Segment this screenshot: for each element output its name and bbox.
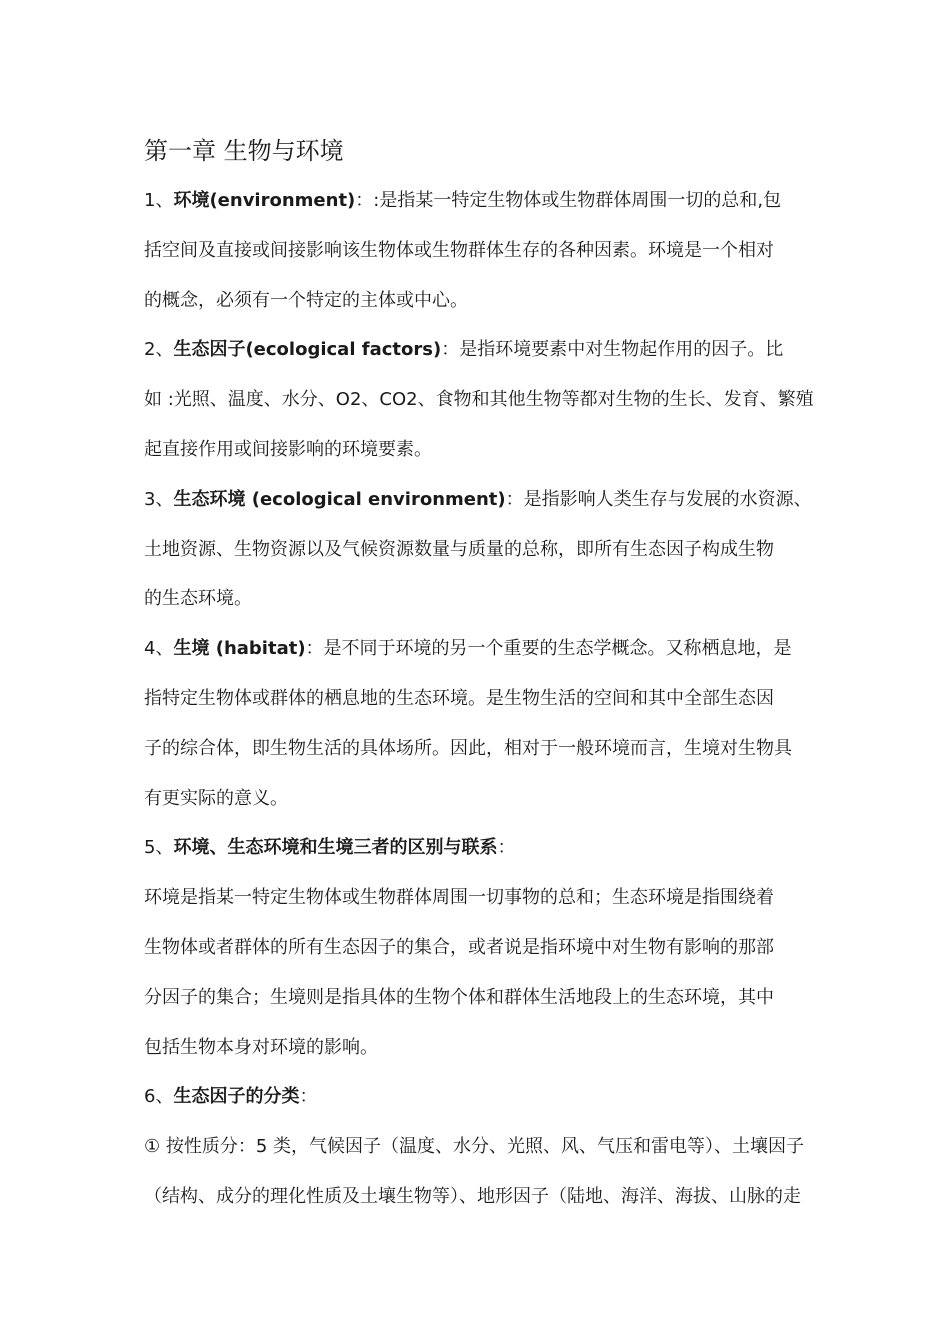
- section-2-term: 生态因子(ecological factors): [173, 339, 442, 361]
- section-1-term: 环境(environment): [173, 190, 356, 211]
- section-2-heading-line: [144, 325, 816, 375]
- section-5-text-line-3: 生物体或者群体的所有生态因子的集合，或者说是指环境中对生物有影响的那部: [144, 936, 774, 958]
- section-2-number: 2、: [144, 339, 174, 361]
- section-1-text-line-2: 括空间及直接或间接影响该生物体或生物群体生存的各种因素。环境是一个相对: [144, 239, 774, 261]
- section-3-text-line-2: 土地资源、生物资源以及气候资源数量与质量的总称，即所有生态因子构成生物: [144, 538, 774, 560]
- section-6-text-line-2: ① 按性质分：5 类，气候因子（温度、水分、光照、风、气压和雷电等）、土壤因子: [144, 1136, 805, 1158]
- section-3-term: 生态环境 (ecological environment): [173, 488, 506, 510]
- section-5-term: 环境、生态环境和生境三者的区别与联系: [173, 837, 498, 859]
- section-6-term: 生态因子的分类: [173, 1086, 300, 1108]
- section-2-text-line-3: 起直接作用或间接影响的环境要素。: [144, 438, 432, 460]
- section-4-number: 4、: [144, 638, 174, 660]
- chapter-title: 第一章 生物与环境: [144, 137, 344, 165]
- section-3-number: 3、: [144, 488, 174, 510]
- section-4-term: 生境 (habitat): [173, 638, 306, 660]
- section-6-number: 6、: [144, 1086, 174, 1108]
- section-4-text-line-1: ：是不同于环境的另一个重要的生态学概念。又称栖息地，是: [305, 638, 792, 660]
- section-5-number: 5、: [144, 837, 174, 859]
- document-content: [144, 126, 816, 1222]
- section-5-text-line-5: 包括生物本身对环境的影响。: [144, 1036, 378, 1058]
- section-3-heading-line: [144, 475, 816, 525]
- section-3-text-line-3: 的生态环境。: [144, 588, 252, 610]
- section-2-text-line-2: 如 :光照、温度、水分、O2、CO2、食物和其他生物等都对生物的生长、发育、繁殖: [144, 389, 814, 411]
- section-4-heading-line: [144, 624, 816, 674]
- section-6-text-line-1: ：: [299, 1086, 318, 1108]
- section-4-text-line-4: 有更实际的意义。: [144, 787, 288, 809]
- section-6-text-line-3: （结构、成分的理化性质及土壤生物等）、地形因子（陆地、海洋、海拔、山脉的走: [144, 1185, 801, 1207]
- section-6-heading-line: [144, 1072, 816, 1122]
- section-5-heading-line: [144, 823, 816, 873]
- section-1-text-line-3: 的概念，必须有一个特定的主体或中心。: [144, 289, 468, 311]
- section-5-text-line-2: 环境是指某一特定生物体或生物群体周围一切事物的总和；生态环境是指围绕着: [144, 887, 774, 909]
- section-1-text-line-1: ：:是指某一特定生物体或生物群体周围一切的总和,包: [355, 190, 782, 211]
- section-1-heading-line: [144, 176, 816, 226]
- section-5-text-line-1: ：: [497, 837, 516, 859]
- section-2-text-line-1: ：是指环境要素中对生物起作用的因子。比: [441, 339, 784, 361]
- section-5-text-line-4: 分因子的集合；生境则是指具体的生物个体和群体生活地段上的生态环境，其中: [144, 986, 774, 1008]
- section-4-text-line-3: 子的综合体，即生物生活的具体场所。因此，相对于一般环境而言，生境对生物具: [144, 737, 792, 759]
- section-1-number: 1、: [144, 190, 174, 211]
- section-3-text-line-1: ：是指影响人类生存与发展的水资源、: [505, 488, 812, 510]
- section-4-text-line-2: 指特定生物体或群体的栖息地的生态环境。是生物生活的空间和其中全部生态因: [144, 687, 774, 709]
